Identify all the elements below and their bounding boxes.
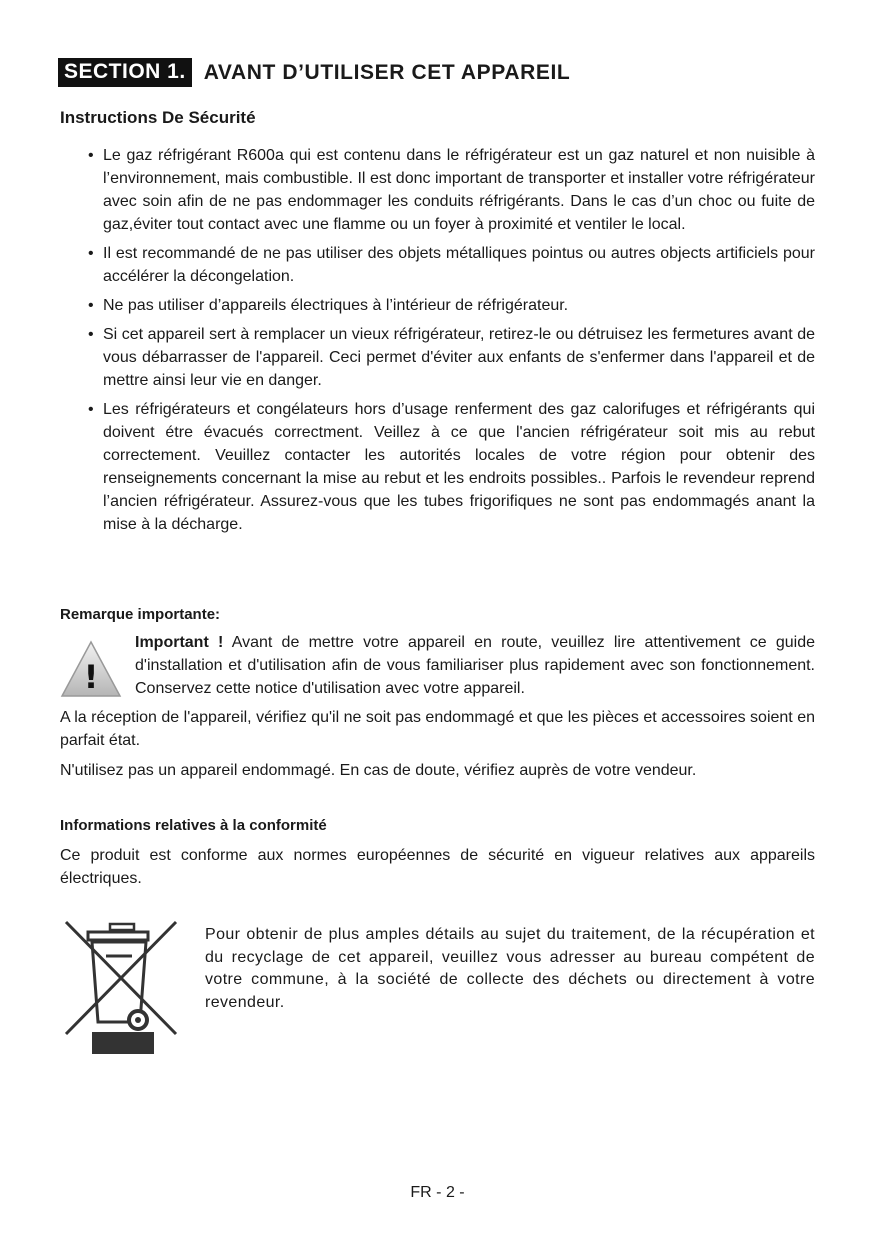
list-item [88,294,815,317]
important-notice [60,631,815,700]
section-title: AVANT D’UTILISER CET APPAREIL [203,60,571,84]
safety-heading: Instructions De Sécurité [60,108,256,127]
bullet-symbol: • [88,401,94,418]
crossed-out-wheelie-bin-icon [62,918,180,1058]
list-item-text: Si cet appareil sert à remplacer un vieux réfrigérateur, retirez-le ou détruisez les fermetures avant de vous débarrasser de l'appareil. Ceci permet d'éviter aux enfants de s'enfermer dans l'appareil et de mettre ainsi leur vie en danger. [103,326,815,389]
important-paragraph [135,631,815,700]
section-badge: SECTION 1. [58,58,192,87]
list-item-text: Ne pas utiliser d’appareils électriques à l’intérieur de réfrigérateur. [103,297,569,314]
list-item [88,323,815,392]
page-number: FR - 2 - [410,1184,465,1201]
bullet-symbol: • [88,147,94,164]
bullet-symbol: • [88,245,94,262]
warning-glyph: ! [83,658,99,696]
important-label: Important ! [135,634,224,651]
bullet-symbol: • [88,297,94,314]
list-item-text: Le gaz réfrigérant R600a qui est contenu dans le réfrigérateur est un gaz naturel et non nuisible à l’environnement, mais combustible. Il est donc important de transporter et installer votre réfrigérateur avec soin afin de ne pas endommager les conduits réfrigérants. Dans le cas d’un choc ou fuite de gaz,éviter tout contact avec une flamme ou un foyer à proximité et ventiler le local. [103,147,815,233]
warning-triangle-icon [60,639,122,699]
list-item [88,398,815,536]
remark-heading: Remarque importante: [60,606,221,623]
important-text: Avant de mettre votre appareil en route, veuillez lire attentivement ce guide d'installation et d'utilisation afin de vous familiariser plus rapidement avec son fonctionnement. Conservez cette notice d'utilisation avec votre appareil. [135,634,816,697]
list-item-text: Il est recommandé de ne pas utiliser des objets métalliques pointus ou autres objects artificiels pour accélérer la décongelation. [103,245,815,285]
disposal-paragraph: Pour obtenir de plus amples détails au sujet du traitement, de la récupération et du recyclage de cet appareil, veuillez vous adresser au bureau compétent de votre commune, à la société de collecte des déchets ou directement à votre revendeur. [205,926,815,1011]
damaged-paragraph: N'utilisez pas un appareil endommagé. En cas de doute, vérifiez auprès de votre vendeur. [60,762,697,779]
safety-list [88,144,815,542]
reception-paragraph: A la réception de l'appareil, vérifiez qu'il ne soit pas endommagé et que les pièces et accessoires soient en parfait état. [60,709,815,749]
list-item [88,144,815,236]
section-header [58,58,570,87]
conformity-heading: Informations relatives à la conformité [60,817,327,834]
list-item-text: Les réfrigérateurs et congélateurs hors d’usage renferment des gaz calorifuges et réfrigérants qui doivent étre évacués correctment. Veillez à ce que l'ancien réfrigérateur soit mis au rebut correctement. Veuillez contacter les autorités locales de votre région pour obtenir des renseignements concernant la mise au rebut et les endroits possibles.. Parfois le revendeur reprend l’ancien réfrigérateur. Assurez-vous que les tubes frigorifiques ne sont pas endommagés anant la mise à la décharge. [103,401,815,533]
conformity-paragraph: Ce produit est conforme aux normes européennes de sécurité en vigueur relatives aux appareils électriques. [60,847,815,887]
bullet-symbol: • [88,326,94,343]
list-item [88,242,815,288]
